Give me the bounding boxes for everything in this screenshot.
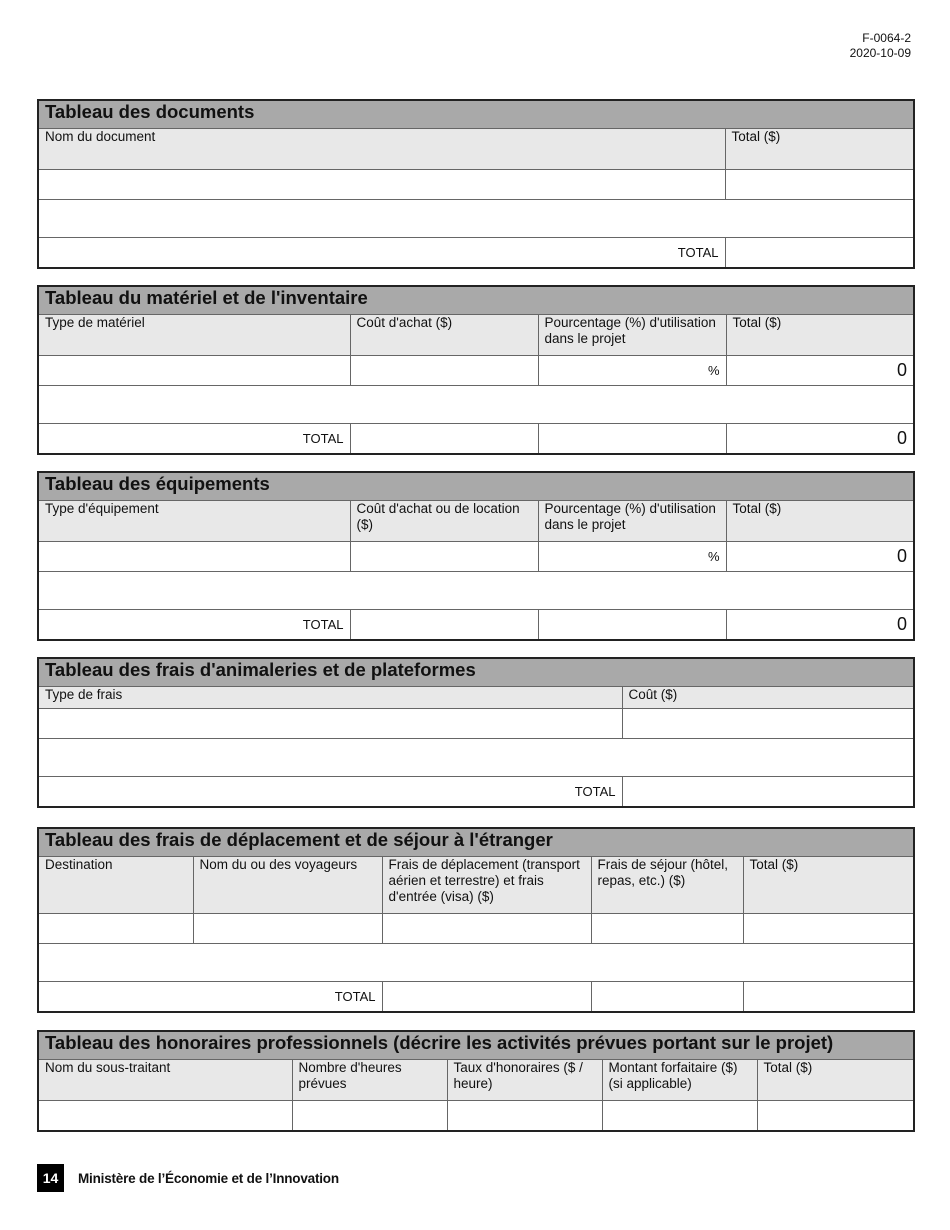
materiel-add-row[interactable] (38, 386, 914, 424)
equipements-row-total: 0 (726, 542, 914, 572)
animaleries-cost-input[interactable] (622, 709, 914, 739)
equipements-col-cost: Coût d'achat ou de location ($) (350, 501, 538, 542)
equipements-percent-input[interactable]: % (538, 542, 726, 572)
honoraires-col-total: Total ($) (757, 1060, 914, 1101)
animaleries-type-input[interactable] (38, 709, 622, 739)
honoraires-col-rate: Taux d'honoraires ($ / heure) (447, 1060, 602, 1101)
equipements-total-label: TOTAL (38, 610, 350, 640)
honoraires-subcontractor-input[interactable] (38, 1101, 292, 1131)
deplacement-total-label: TOTAL (38, 982, 382, 1012)
deplacement-add-row[interactable] (38, 944, 914, 982)
equipements-title: Tableau des équipements (38, 472, 914, 501)
deplacement-total-input[interactable] (743, 914, 914, 944)
deplacement-table (37, 827, 915, 1013)
page-footer (37, 1164, 339, 1192)
equipements-total-percent[interactable] (538, 610, 726, 640)
form-code (850, 31, 911, 61)
animaleries-col-cost: Coût ($) (622, 687, 914, 709)
page-number: 14 (37, 1164, 64, 1192)
deplacement-col-destination: Destination (38, 857, 193, 914)
equipements-table (37, 471, 915, 641)
equipements-col-percent: Pourcentage (%) d'utilisation dans le projet (538, 501, 726, 542)
animaleries-grand-total[interactable] (622, 777, 914, 807)
equipements-type-input[interactable] (38, 542, 350, 572)
documents-name-input[interactable] (38, 170, 725, 200)
materiel-col-type: Type de matériel (38, 315, 350, 356)
form-number: F-0064-2 (862, 31, 911, 45)
equipements-add-row[interactable] (38, 572, 914, 610)
ministry-name: Ministère de l’Économie et de l’Innovation (78, 1170, 339, 1186)
documents-add-row[interactable] (38, 200, 914, 238)
animaleries-title: Tableau des frais d'animaleries et de plateformes (38, 658, 914, 687)
equipements-cost-input[interactable] (350, 542, 538, 572)
honoraires-col-hours: Nombre d'heures prévues (292, 1060, 447, 1101)
deplacement-destination-input[interactable] (38, 914, 193, 944)
documents-total-input[interactable] (725, 170, 914, 200)
materiel-col-total: Total ($) (726, 315, 914, 356)
materiel-type-input[interactable] (38, 356, 350, 386)
deplacement-travelers-input[interactable] (193, 914, 382, 944)
documents-col-name: Nom du document (38, 129, 725, 170)
deplacement-col-total: Total ($) (743, 857, 914, 914)
honoraires-flat-fee-input[interactable] (602, 1101, 757, 1131)
deplacement-col-stay: Frais de séjour (hôtel, repas, etc.) ($) (591, 857, 743, 914)
documents-total-label: TOTAL (38, 238, 725, 268)
materiel-total-cost[interactable] (350, 424, 538, 454)
documents-title: Tableau des documents (38, 100, 914, 129)
form-date: 2020-10-09 (849, 46, 911, 60)
documents-grand-total[interactable] (725, 238, 914, 268)
equipements-total-cost[interactable] (350, 610, 538, 640)
materiel-col-cost: Coût d'achat ($) (350, 315, 538, 356)
materiel-total-label: TOTAL (38, 424, 350, 454)
materiel-title: Tableau du matériel et de l'inventaire (38, 286, 914, 315)
animaleries-col-type: Type de frais (38, 687, 622, 709)
materiel-table (37, 285, 915, 455)
animaleries-total-label: TOTAL (38, 777, 622, 807)
honoraires-col-flat-fee: Montant forfaitaire ($) (si applicable) (602, 1060, 757, 1101)
documents-col-total: Total ($) (725, 129, 914, 170)
deplacement-title: Tableau des frais de déplacement et de séjour à l'étranger (38, 828, 914, 857)
deplacement-grand-total[interactable] (743, 982, 914, 1012)
honoraires-total-input[interactable] (757, 1101, 914, 1131)
documents-table (37, 99, 915, 269)
honoraires-rate-input[interactable] (447, 1101, 602, 1131)
equipements-col-total: Total ($) (726, 501, 914, 542)
materiel-cost-input[interactable] (350, 356, 538, 386)
honoraires-table (37, 1030, 915, 1132)
equipements-grand-total: 0 (726, 610, 914, 640)
deplacement-stay-input[interactable] (591, 914, 743, 944)
deplacement-transport-input[interactable] (382, 914, 591, 944)
equipements-col-type: Type d'équipement (38, 501, 350, 542)
deplacement-total-stay[interactable] (591, 982, 743, 1012)
animaleries-add-row[interactable] (38, 739, 914, 777)
deplacement-col-travelers: Nom du ou des voyageurs (193, 857, 382, 914)
materiel-col-percent: Pourcentage (%) d'utilisation dans le projet (538, 315, 726, 356)
materiel-row-total: 0 (726, 356, 914, 386)
materiel-grand-total: 0 (726, 424, 914, 454)
materiel-percent-input[interactable]: % (538, 356, 726, 386)
animaleries-table (37, 657, 915, 808)
materiel-total-percent[interactable] (538, 424, 726, 454)
honoraires-title: Tableau des honoraires professionnels (décrire les activités prévues portant sur le projet) (38, 1031, 914, 1060)
deplacement-col-transport: Frais de déplacement (transport aérien et terrestre) et frais d'entrée (visa) ($) (382, 857, 591, 914)
honoraires-col-subcontractor: Nom du sous-traitant (38, 1060, 292, 1101)
deplacement-total-transport[interactable] (382, 982, 591, 1012)
honoraires-hours-input[interactable] (292, 1101, 447, 1131)
